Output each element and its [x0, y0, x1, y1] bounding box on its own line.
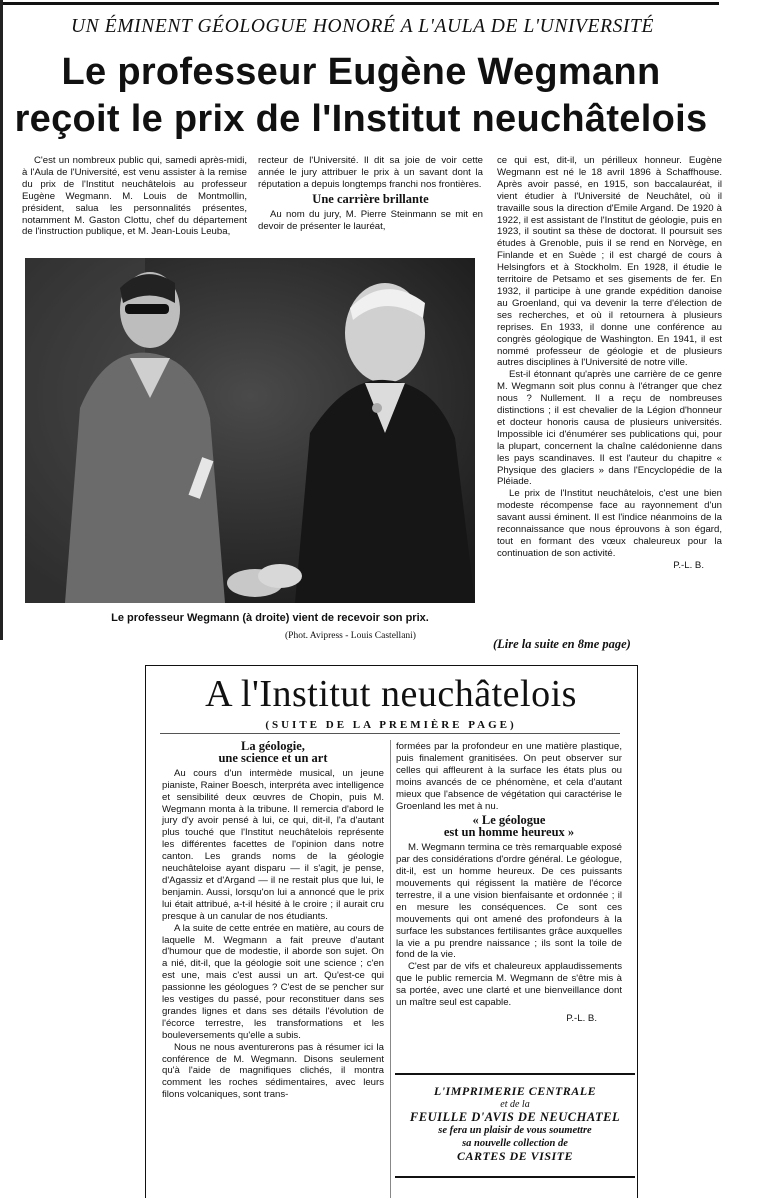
- continued-note: (Lire la suite en 8me page): [493, 637, 631, 651]
- article-column-3: [497, 155, 722, 572]
- headline-line-1: Le professeur Eugène Wegmann: [61, 51, 661, 93]
- top-rule: [2, 2, 719, 5]
- advert-line: L'IMPRIMERIE CENTRALE: [433, 1084, 597, 1098]
- subhead-line: « Le géologue: [472, 813, 546, 828]
- subhead-line: La géologie,: [241, 739, 305, 753]
- paragraph: Au nom du jury, M. Pierre Steinmann se mit en devoir de présenter le lauréat,: [258, 208, 483, 232]
- paragraph: M. Wegmann termina ce très remarquable exposé par des considérations d'ordre général. Le géologue, dit-il, est un homme heureux. De ces puissants mouvements qui régissent la matière de l'écorce terrestre, il a une vision bienfaisante et ordonnée ; il en mesure les conséquences. Ce sont ces mouvements qui ont amené des profondeurs à la surface les substances fertilisantes grâce auxquelles la vie a pu prendre naissance ; ils sont la toile de fond de la vie.: [396, 842, 622, 961]
- subhead: [162, 741, 384, 765]
- advert-line: sa nouvelle collection de: [462, 1138, 568, 1149]
- photo-illustration: [25, 258, 475, 603]
- paragraph: Le prix de l'Institut neuchâtelois, c'est une bien modeste récompense face au rayonnement d'un savant aussi éminent. Il est l'indice néanmoins de la reconnaissance que nous éprouvons à son égard, tout en formant des vœux chaleureux pour la continuation de son activité.: [497, 488, 722, 559]
- signature: P.-L. B.: [566, 1012, 597, 1024]
- advert-line: FEUILLE D'AVIS DE NEUCHATEL: [409, 1110, 621, 1124]
- paragraph: recteur de l'Université. Il dit sa joie de voir cette année le jury attribuer le prix à un savant dont la réputation a depuis longtemps franchi nos frontières.: [258, 155, 483, 190]
- paragraph: Nous ne nous aventurerons pas à résumer ici la conférence de M. Wegmann. Disons seulement qu'à l'aide de magnifiques clichés, il montra comment les roches sédimentaires, avec leurs filons volcaniques, sont trans-: [162, 1041, 384, 1101]
- article-column-1: [22, 155, 247, 238]
- paragraph: Au cours d'un intermède musical, un jeune pianiste, Rainer Boesch, interpréta avec intelligence et sensibilité deux œuvres de Chopin, puis M. Wegmann monta à la tribune. Il remercia d'abord le jury d'y avoir pensé à lui, ce qui, dit-il, l'a d'autant plus touché que l'Institut neuchâtelois représente les différentes facettes de l'opinion dans notre canton. Les grands noms de la géologie neuchâteloise ayant disparu — il s'agit, je pense, d'Agassiz et d'Argand — il ne restait plus que lui, le benjamin. Aussi, lorsqu'on lui a annoncé que le prix lui était attribué, a-t-il hésité à le croire ; il aurait cru presque à un canular de nos étudiants.: [162, 767, 384, 922]
- subhead: Une carrière brillante: [312, 191, 429, 206]
- paragraph: ce qui est, dit-il, un périlleux honneur. Eugène Wegmann est né le 18 avril 1896 à Schaffhouse. Après avoir passé, en 1915, son baccalauréat, il vient étudier à l'Université de Neuchâtel, où il travaille sous la direction d'Emile Argand. De 1920 à 1922, il est assistant de l'Institut de géologie, puis en 1923, il soutint sa thèse de doctorat. Il poursuit ses études à Grenoble, puis il se rend en Norvège, en Finlande et en Suède ; il est chargé de cours à Helsingfors et à Stockholm. En 1928, il étudie le territoire de Petsamo et ses gisements de fer. En 1932, il participe à une grande expédition danoise au Groenland, qui va devenir la terre d'élection de ses recherches, et où il retournera à plusieurs reprises. En 1933, il donne une conférence au congrès géologique de Washington. En 1941, il est nommé professeur de géologie et de plusieurs autres disciplines à l'Université de notre ville.: [497, 155, 722, 369]
- kicker: UN ÉMINENT GÉOLOGUE HONORÉ A L'AULA DE L'UNIVERSITÉ: [71, 16, 654, 37]
- photo-caption: Le professeur Wegmann (à droite) vient de recevoir son prix.: [111, 612, 429, 624]
- advert-box: [395, 1073, 635, 1178]
- advert-line: se fera un plaisir de vous soumettre: [438, 1125, 592, 1136]
- subhead-line: est un homme heureux »: [443, 825, 575, 840]
- photo: [25, 258, 475, 603]
- paragraph: C'est par de vifs et chaleureux applaudissements que le public remercia M. Wegmann de s'être mis à sa portée, avec une clarté et une bienveillance dont un maître seul est capable.: [396, 961, 622, 1009]
- article-column-2: [258, 155, 483, 232]
- paragraph: Est-il étonnant qu'après une carrière de ce genre M. Wegmann soit plus connu à l'étranger que chez nous ? Nullement. Il a reçu de nombreuses distinctions ; il est chevalier de la Légion d'honneur et docteur honoris causa de plusieurs universités. Impossible ici d'énumérer ses publications qui, pour la plupart, concernent la chaîne calédonienne dans les pays scandinaves. Il est l'auteur du chapitre « Physique des glaciers » dans l'Encyclopédie de la Pléiade.: [497, 369, 722, 488]
- photo-credit: (Phot. Avipress - Louis Castellani): [285, 631, 416, 641]
- headline-line-2: reçoit le prix de l'Institut neuchâtelois: [14, 98, 708, 140]
- continuation-subtitle: (SUITE DE LA PREMIÈRE PAGE): [265, 719, 517, 731]
- paragraph: formées par la profondeur en une matière plastique, puis finalement granitisées. On peut observer sur celles qui affleurent à la surface les états plus ou moins avancés de ce phénomène, et cela d'autant mieux que l'absence de végétation qui caractérise le Groenland les met à nu.: [396, 741, 622, 812]
- advert-line: CARTES DE VISITE: [456, 1149, 574, 1163]
- left-margin-rule: [0, 0, 3, 640]
- continuation-column-right: [396, 741, 622, 1025]
- signature: P.-L. B.: [673, 559, 704, 571]
- subhead-line: une science et un art: [218, 750, 328, 765]
- advert-line: et de la: [500, 1099, 530, 1110]
- paragraph: A la suite de cette entrée en matière, au cours de laquelle M. Wegmann a fait preuve d'autant d'humour que de modestie, il aborde son sujet. On a nié, dit-il, que la géologie soit une science ; c'en est une, mais c'est aussi un art. Qu'est-ce qui passionne les géologues ? C'est de se pencher sur les vestiges du passé, pour reconstituer dans ses grandes lignes et dans ses détails l'évolution de l'écorce terrestre, les transformations et les bouleversements qu'elle a subis.: [162, 922, 384, 1041]
- column-divider: [390, 740, 391, 1198]
- subtitle-rule: [160, 733, 620, 734]
- continuation-column-left: [162, 741, 384, 1101]
- paragraph: C'est un nombreux public qui, samedi après-midi, à l'Aula de l'Université, est venu assister à la remise du prix de l'Institut neuchâtelois au professeur Eugène Wegmann. M. Louis de Montmollin, président, salua les personnalités présentes, notamment M. Gaston Clottu, chef du département de l'instruction publique, et M. Jean-Louis Leuba,: [22, 155, 247, 238]
- subhead: [396, 815, 622, 839]
- continuation-title: A l'Institut neuchâtelois: [205, 673, 577, 715]
